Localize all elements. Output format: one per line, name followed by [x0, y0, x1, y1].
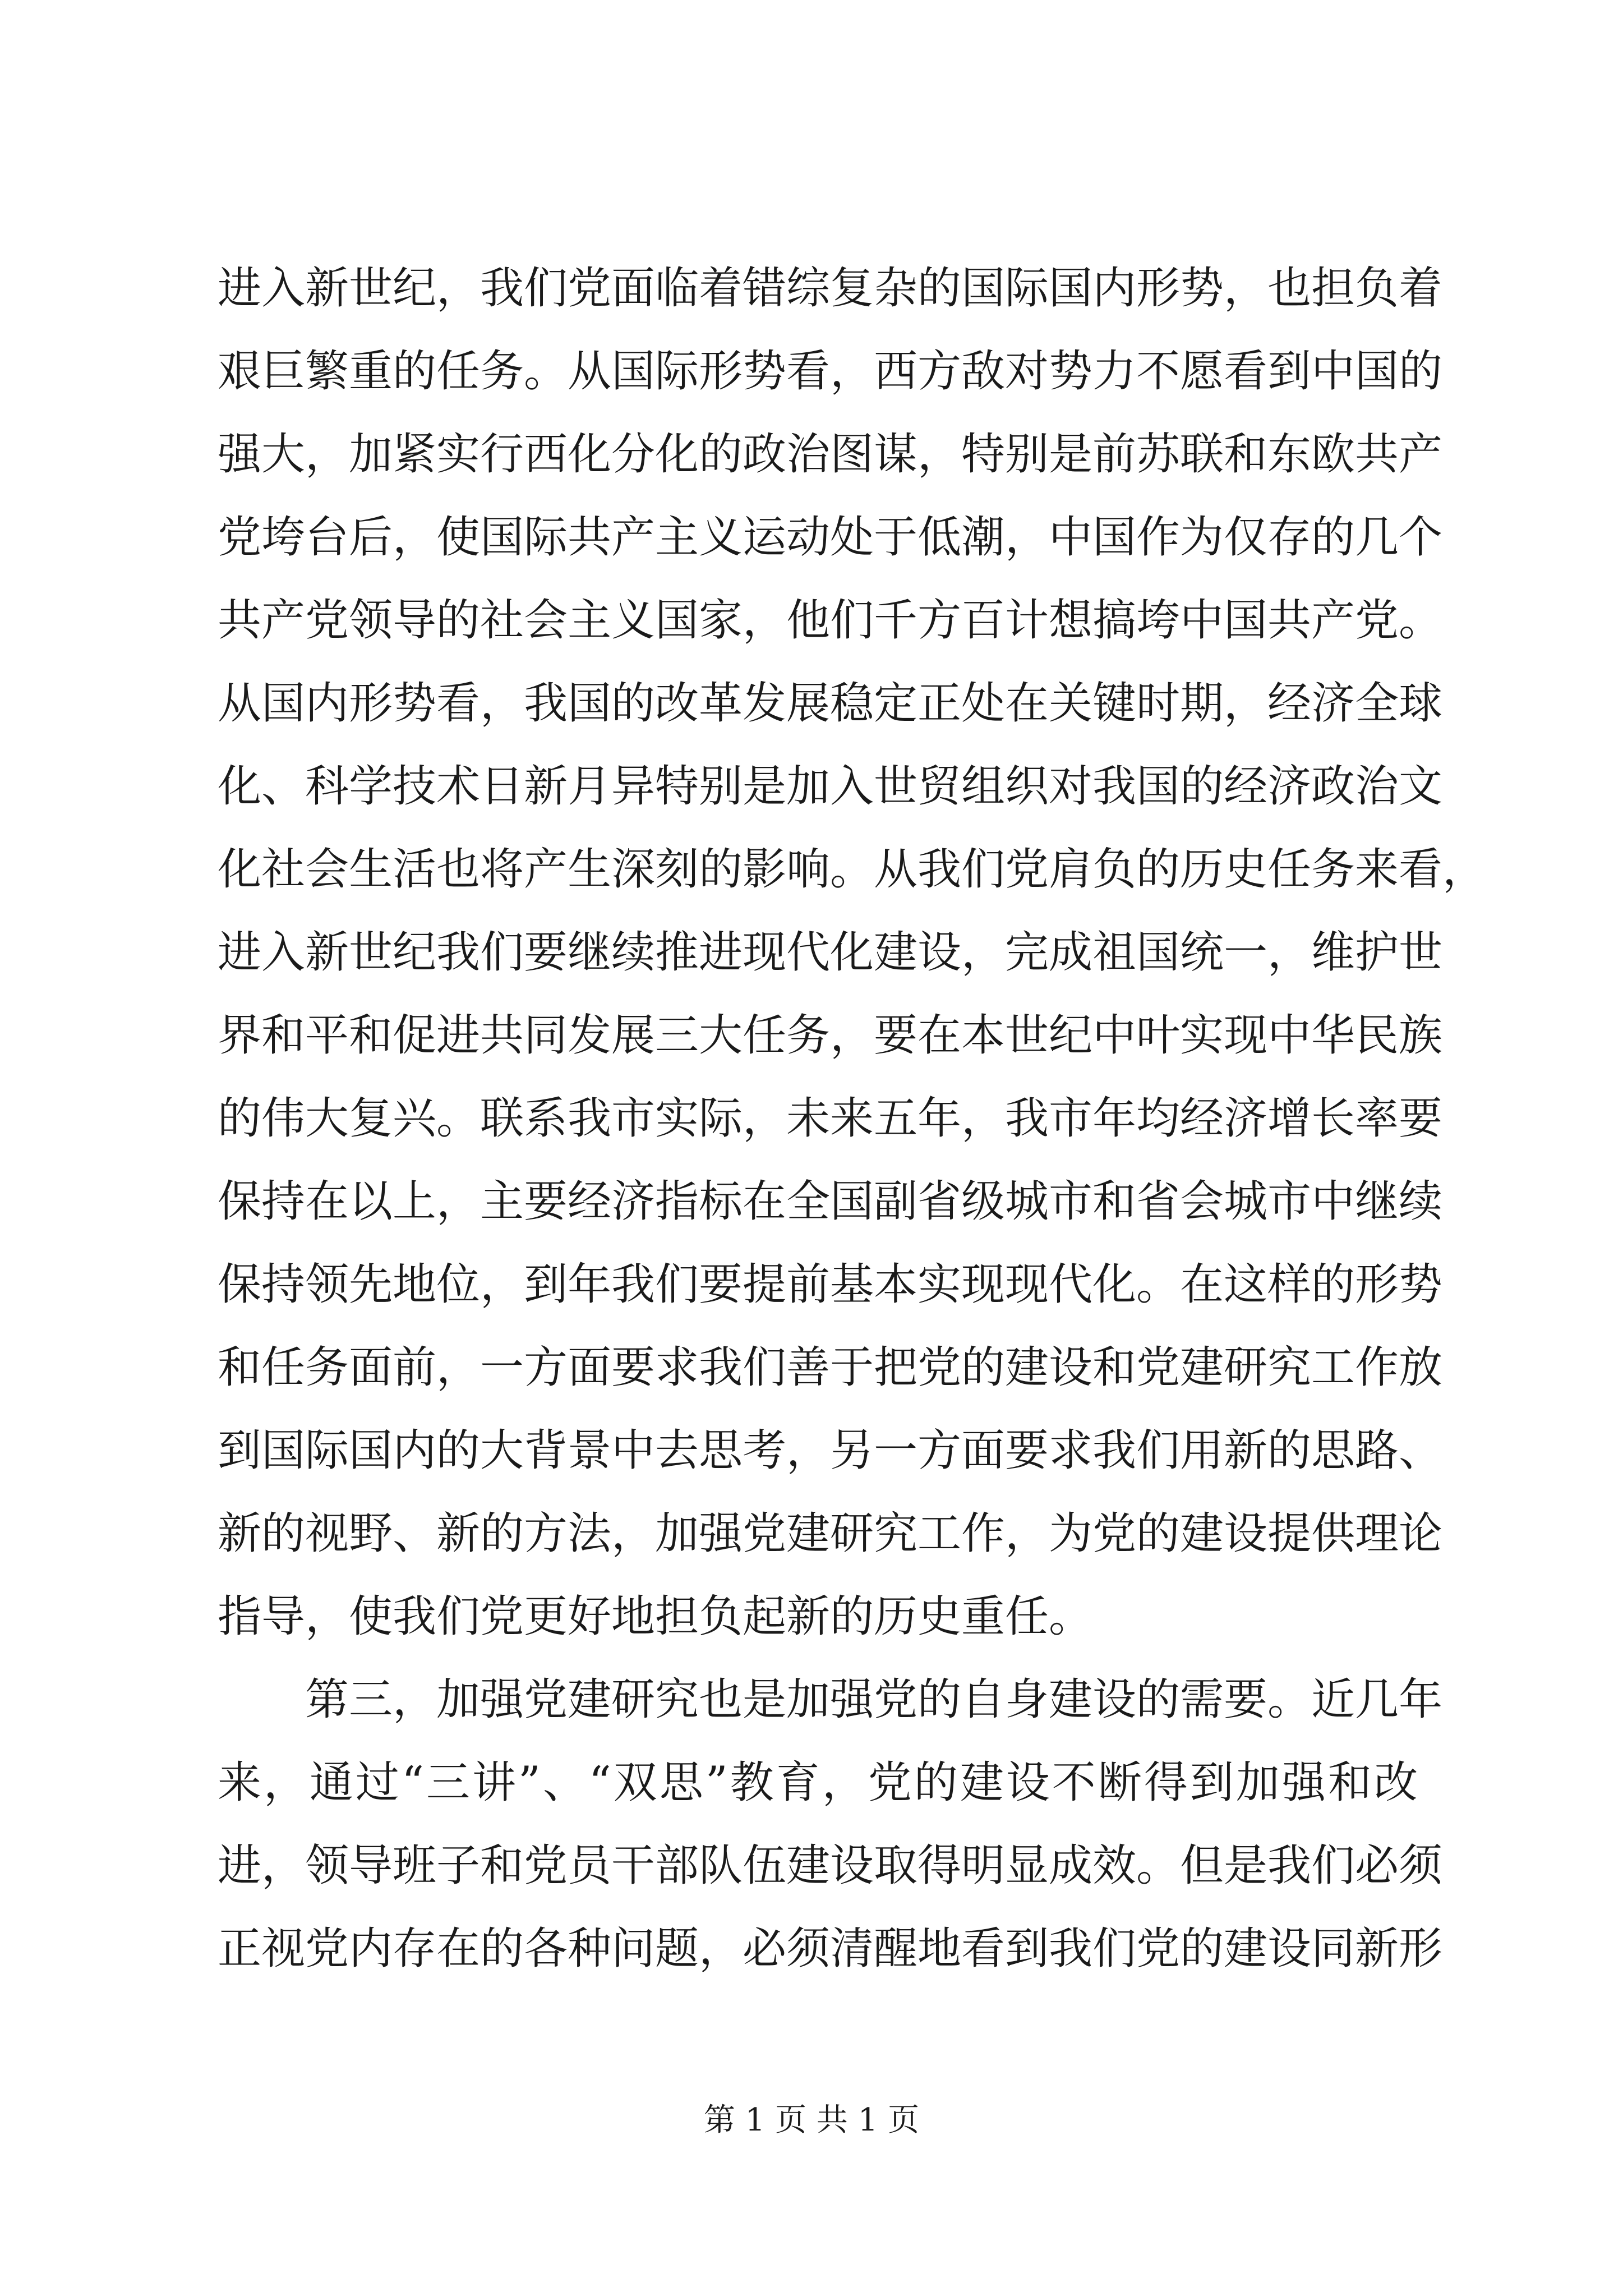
text-line: 强大，加紧实行西化分化的政治图谋，特别是前苏联和东欧共产 — [218, 429, 1443, 480]
text-line: 保持在以上，主要经济指标在全国副省级城市和省会城市中继续 — [218, 1176, 1443, 1227]
text-line: 保持领先地位，到年我们要提前基本实现现代化。在这样的形势 — [218, 1259, 1443, 1310]
text-line: 指导，使我们党更好地担负起新的历史重任。 — [218, 1591, 1093, 1642]
text-line: 艰巨繁重的任务。从国际形势看，西方敌对势力不愿看到中国的 — [218, 346, 1443, 397]
text-line: 进入新世纪我们要继续推进现代化建设，完成祖国统一，维护世 — [218, 927, 1443, 978]
text-line: 正视党内存在的各种问题，必须清醒地看到我们党的建设同新形 — [218, 1924, 1443, 1974]
text-line: 的伟大复兴。联系我市实际，未来五年，我市年均经济增长率要 — [218, 1093, 1443, 1144]
paragraph-1 — [218, 247, 1487, 1658]
document-body — [218, 247, 1487, 1990]
text-line: 化、科学技术日新月异特别是加入世贸组织对我国的经济政治文 — [218, 761, 1443, 812]
text-line: 到国际国内的大背景中去思考，另一方面要求我们用新的思路、 — [218, 1425, 1443, 1476]
page-number-label: 第 1 页 共 1 页 — [703, 2102, 920, 2138]
text-line: 第三，加强党建研究也是加强党的自身建设的需要。近几年 — [305, 1674, 1443, 1725]
text-line: 共产党领导的社会主义国家，他们千方百计想搞垮中国共产党。 — [218, 595, 1443, 646]
text-line: 从国内形势看，我国的改革发展稳定正处在关键时期，经济全球 — [218, 678, 1443, 729]
text-line: 新的视野、新的方法，加强党建研究工作，为党的建设提供理论 — [218, 1508, 1443, 1559]
text-line: 来，通过“三讲”、“双思”教育，党的建设不断得到加强和改 — [218, 1757, 1418, 1808]
paragraph-2 — [218, 1658, 1443, 1990]
text-line: 进入新世纪，我们党面临着错综复杂的国际国内形势，也担负着 — [218, 263, 1443, 314]
page-footer — [0, 2098, 1623, 2143]
text-line: 党垮台后，使国际共产主义运动处于低潮，中国作为仅存的几个 — [218, 512, 1443, 563]
text-line: 界和平和促进共同发展三大任务，要在本世纪中叶实现中华民族 — [218, 1010, 1443, 1061]
text-line: 进，领导班子和党员干部队伍建设取得明显成效。但是我们必须 — [218, 1841, 1443, 1891]
text-line: 化社会生活也将产生深刻的影响。从我们党肩负的历史任务来看， — [218, 844, 1487, 895]
text-line: 和任务面前，一方面要求我们善于把党的建设和党建研究工作放 — [218, 1342, 1443, 1393]
